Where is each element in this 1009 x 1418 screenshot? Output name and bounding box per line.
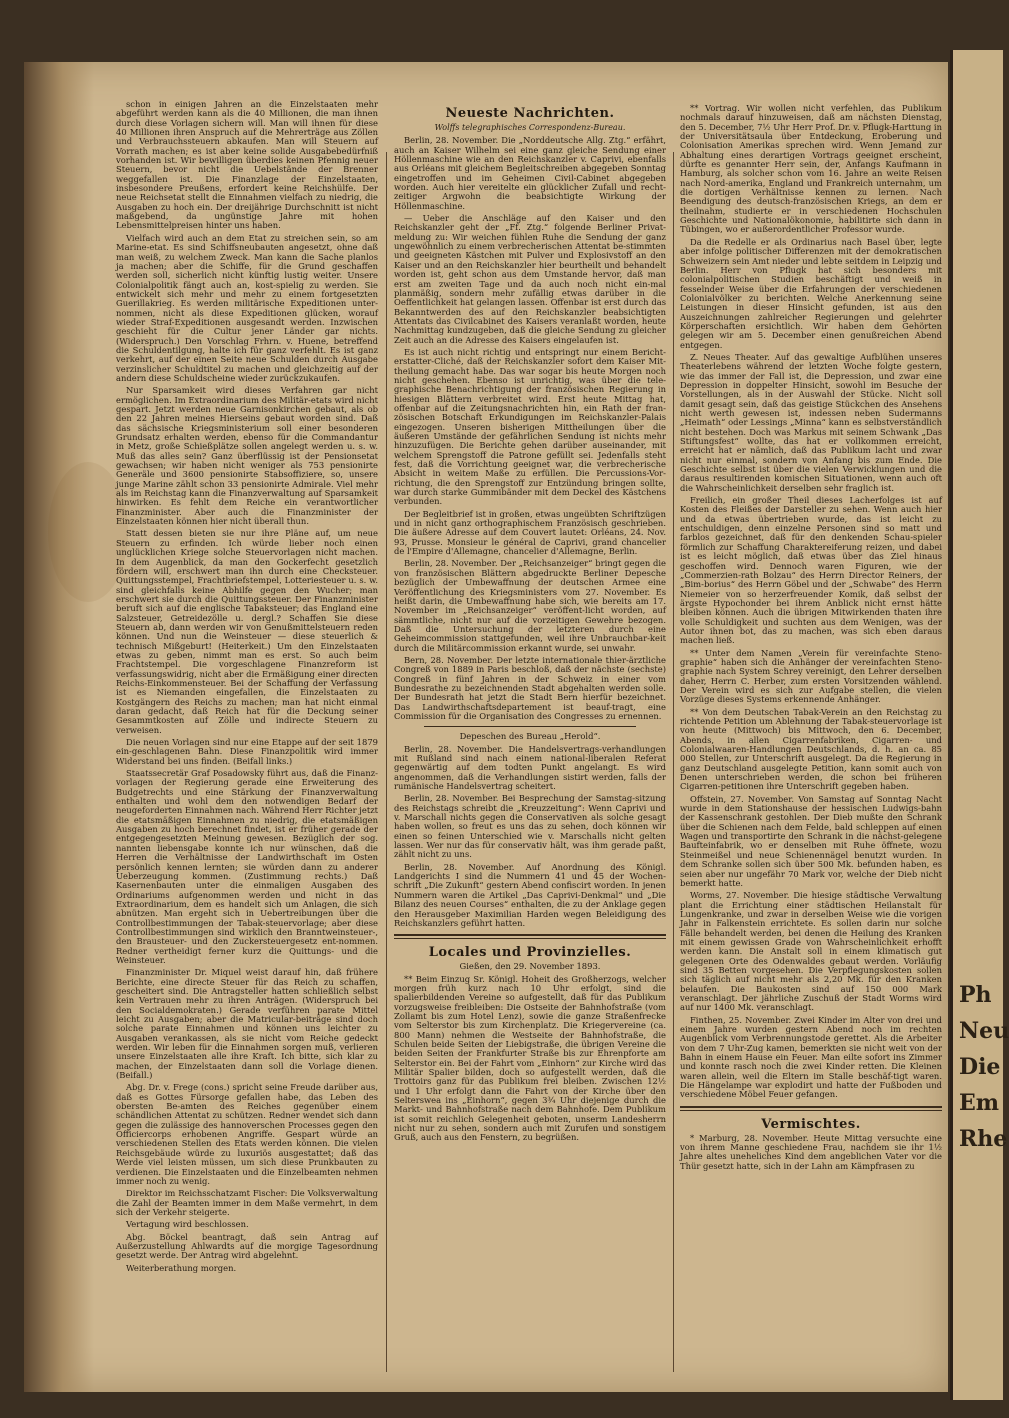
adjacent-page-fragment: Rhe (959, 1126, 1008, 1152)
dateline: Gießen, den 29. November 1893. (459, 961, 601, 972)
book-gutter (24, 62, 94, 1392)
adjacent-page-fragment: Die (959, 1054, 1001, 1080)
paragraph: Vertagung wird beschlossen. (126, 1219, 249, 1230)
paragraph: ** Unter dem Namen „Verein für vereinfachte Steno-graphie“ haben sich die Anhänger der vereinfachten Steno-graphie nach System Schrey vereinigt, den Lehrer derselben daher, Herrn C. Herber, zum ersten Vorsitzenden wählend. Der Verein wird es sich zur Aufgabe stellen, die vielen Vorzüge dieses Systems erkennende Anhänger. (680, 647, 942, 705)
section-heading-locales: Locales und Provinzielles. (428, 945, 632, 961)
paragraph: Der Begleitbrief ist in großen, etwas ungeübten Schriftzügen und in nicht ganz orthographischem Französisch geschrieben. Die äußere Adresse auf dem Couvert lautet: Orléans, 24. Nov. 93, Prusse. Monsieur le général de Caprivi, grand chancelier de l'Empire d'Allemagne, chancelier d'Allemagne, Berlin. (394, 508, 666, 557)
paragraph: Direktor im Reichsschatzamt Fischer: Die Volksverwaltung die Zahl der Beamten immer in dem Maße vermehrt, in dem sich der Verkehr steigerte. (116, 1188, 378, 1217)
paragraph: ** Vortrag. Wir wollen nicht verfehlen, das Publikum nochmals darauf hinzuweisen, daß am nächsten Dienstag, den 5. December, 7½ Uhr Herr Prof. Dr. v. Pflugk-Harttung in der Universitätsaula über Entdeckung, Eroberung und Colonisation Amerikas sprechen wird. Wenn Jemand zur Abhaltung eines derartigen Vortrags geeignet erscheint, dürfte es genannter Herr sein, der, Anfangs Kaufmann in Hamburg, als solcher schon vom 16. Jahre an weite Reisen nach Nord-amerika, England und Frankreich unternahm, um die dortigen Verhältnisse kennen zu lernen. Nach Beendigung des deutsch-französischen Kriegs, an dem er theilnahm, studierte er in verschiedenen Hochschulen Geschichte und Nationalökonomie, habilitirte sich dann in Tübingen, wo er außerordentlicher Professor wurde. (680, 103, 942, 235)
section-heading-neueste-nachrichten: Neueste Nachrichten. (445, 106, 615, 121)
paragraph: Es ist auch nicht richtig und entspringt nur einem Bericht-erstatter-Cliché, daß der Reichskanzler sofort dem Kaiser Mit-theilung gemacht habe. Das war sogar bis heute Morgen noch nicht geschehen. Ebenso ist unrichtig, was über die tele-graphische Benachrichtigung der französischen Regierung in hiesigen Blättern verbreitet wird. Erst heute Mittag hat, offenbar auf die Zeitungsnachrichten hin, ein Rath der fran-zösischen Botschaft Erkundigungen im Reichskanzler-Palais eingezogen. Unseren bisherigen Mittheilungen über die äußeren Umstände der gefährlichen Sendung ist nichts mehr hinzuzufügen. Die Berichte gehen darüber auseinander, mit welchem Sprengstoff die Patrone gefüllt sei. Jedenfalls steht fest, daß die Vorrichtung geeignet war, die verbrecherische Absicht in weitem Maße zu erfüllen. Die Percussions-Vor-richtung, die den Sprengstoff zur Entzündung bringen sollte, war durch starke Gummibänder mit dem Deckel des Kästchens verbunden. (394, 346, 666, 507)
paragraph: Berlin, 28. November. Der „Reichsanzeiger“ bringt gegen die von französischen Blättern abgedruckte Berliner Depesche bezüglich der Umbewaffnung der deutschen Armee eine Veröffentlichung des Kriegsministers vom 27. November. Es heißt darin, die Umbewaffnung habe sich, wie bereits am 17. November im „Reichsanzeiger“ veröffent-licht worden, auf sämmtliche, nicht nur auf die vorzeitigen Gewehre bezogen. Daß die Untersuchung der letzteren durch eine Geheimcommission stattgefunden, weil ihre Unbrauchbar-keit durch die Militärcommission erkannt wurde, sei unwahr. (394, 558, 666, 653)
paragraph: — Ueber die Anschläge auf den Kaiser und den Reichskanzler geht der „Ff. Ztg.“ folgende Berliner Privat-meldung zu: Wir weichen fühlen Ruhe die Sendung der ganz ungewöhnlich zu einem verbrecherischen Attentat be-stimmten und geeigneten Kästchen mit Pulver und Explosivstoff an den Kaiser und an den Reichskanzler hier beurtheilt und behandelt worden ist, geht schon aus dem Umstande hervor, daß man erst am zweiten Tage und da auch noch nicht ein-mal planmäßig, sondern mehr zufällig etwas darüber in die Oeffentlichkeit hat gelangen lassen. Offenbar ist erst durch das Bekanntwerden des auf den Reichskanzler beabsichtigten Attentats das Civilcabinet des Kaisers veranlaßt worden, heute Nachmittag kundzugeben, daß die gleiche Sendung zu gleicher Zeit auch an die Adresse des Kaisers eingelaufen ist. (394, 213, 666, 345)
section-divider (680, 1106, 942, 1111)
newspaper-page (28, 62, 948, 1392)
column-reichstag-debate (116, 100, 378, 1370)
paragraph: Nur Sparsamkeit wird dieses Verfahren gar nicht ermöglichen. Im Extraordinarium des Militär-etats wird nicht gespart. Jetzt werden neue Garnisonkirchen gebaut, als ob den 22 Jahren meines Hierseins gebaut worden sind. Daß das sächsische Kriegsministerium soll einer besonderen Grundsatz erhalten werden, ebenso für die Commandantur in Metz, große Schießplätze sollen angelegt werden u. s. w. Muß das alles sein? Ganz überflüssig ist der Pensionsetat gewachsen; wir haben nicht weniger als 753 pensionirte Generäle und 3600 pensionirte Stabsoffiziere, so, unsere junge Marine zählt schon 33 pensionirte Admirale. Viel mehr als im Reichstag kann die Finanzverwaltung auf Sparsamkeit hinwirken. Es fehlt dem Reiche ein verantwortlicher Finanzminister. Aber auch die Finanzminister der Einzelstaaten können hier nicht überall thun. (116, 385, 378, 527)
paragraph: Vielfach wird auch an dem Etat zu streichen sein, so am Marine-etat. Es sind Schiffsneubauten angesetzt, ohne daß man weiß, zu welchem Zweck. Man kann die Sache planlos ja machen; aber die Schiffe, für die Grund geschaffen werden soll, sicherlich nicht künftig lustig weiter. Unsere Colonialpolitik fängt auch an, kost-spielig zu werden. Sie entwickelt sich mehr und mehr zu einem fortgesetzten Guerillakrieg. Es werden militärische Expeditionen unter-nommen, nicht als diese Expeditionen glücken, worauf wieder Straf-Expeditionen ausgesandt werden. Inzwischen geschieht für die Cultur jener Länder gar nichts. (Widerspruch.) Den Vorschlag Frhrn. v. Huene, betreffend die Schuldentilgung, halte ich für ganz verfehlt. Es ist ganz verkehrt, auf der einen Seite neue Schulden durch Ausgabe verzinslicher Schuldtitel zu machen und gleichzeitig auf der andern diese Schuldscheine wieder zurückzukaufen. (116, 232, 378, 383)
section-divider (394, 934, 666, 939)
paragraph: Berlin, 28. November. Auf Anordnung des Königl. Landgerichts I sind die Nummern 41 und 45 der Wochen-schrift „Die Zukunft“ gestern Abend confiscirt worden. In jenen Nummern waren die Artikel „Das Caprivi-Denkmal“ und „Die Bilanz des neuen Courses“ enthalten, die zu der Anklage gegen den Herausgeber Maximilian Harden wegen Beleidigung des Reichskanzlers geführt hatten. (394, 861, 666, 928)
adjacent-page-fragment: Neu (959, 1018, 1009, 1044)
section-divider (424, 726, 636, 727)
column-rule (673, 152, 674, 1372)
paragraph: Abg. Böckel beantragt, daß sein Antrag auf Außerzustellung Ahlwardts auf die morgige Tagesordnung gesetzt werde. Der Antrag wird abgelehnt. (116, 1231, 378, 1261)
paragraph: Worms, 27. November. Die hiesige städtische Verwaltung plant die Errichtung einer städtischen Heilanstalt für Lungenkranke, und zwar in derselben Weise wie die vorigen Jahr in Falkenstein errichtete. Es sollen darin nur solche Fälle behandelt werden, bei denen die Heilung des Kranken mit einem gewissen Grade von Wahrscheinlichkeit erhofft werden kann. Die Anstalt soll in einem klimatisch gut gelegenen Orte des Odenwaldes gebaut werden. Vorläufig sind 35 Betten vorgesehen. Die Verpflegungskosten sollen sich täglich auf nicht mehr als 2,20 Mk. für den Kranken belaufen. Die Baukosten sind auf 150 000 Mark veranschlagt. Der jährliche Zuschuß der Stadt Worms wird auf nur 1400 Mk. veranschlagt. (680, 890, 942, 1013)
paragraph: Berlin, 28. November. Die Handelsvertrags-verhandlungen mit Rußland sind nach einem national-liberalen Referat gegenwärtig auf dem todten Punkt angelangt. Es wird angenommen, daß die Verhandlungen sistirt werden, falls der rumänische Handelsvertrag scheitert. (394, 743, 666, 792)
paragraph: * Marburg, 28. November. Heute Mittag versuchte eine von ihrem Manne geschiedene Frau, nachdem sie ihr 1½ Jahre altes uneheliches Kind dem angeblichen Vater vor die Thür gesetzt hatte, sich in der Lahn am Kämpfrasen zu (680, 1132, 942, 1171)
adjacent-page-edge (950, 50, 1009, 1400)
paragraph: Staatssecretär Graf Posadowsky führt aus, daß die Finanz-vorlagen der Regierung gerade eine Erweiterung des Budgetrechts und eine Stärkung der Finanzverwaltung enthalten und wohl dem den notwendigen Bedarf der neugeforderten Einnahmen nach. Während Herr Richter jetzt die etatsmäßigen Einnahmen zu niedrig, die etatsmäßigen Ausgaben zu hoch berechnet findet, ist er früher gerade der entgegengesetzten Meinung gewesen. Bezüglich der sog. nannten liebensgabe konnte ich nur wünschen, daß die Herren die Verhältnisse der Landwirthschaft im Osten persönlich kennen lernten; sie würden dann zu anderer Ueberzeugung kommen. (Zustimmung rechts.) Daß Kasernenbauten unter die einmaligen Ausgaben des Ordinariums aufgenommen werden und nicht in das Extraordinarium, dem es handelt sich um Anlagen, die sich abnützen. Man ergeht sich in Uebertreibungen über die Controllbestimmungen der Tabak-steuervorlage; aber diese Controllbestimmungen sind wirklich den Branntweinsteuer-, den Brausteuer- und den Zuckersteuergesetz ent-nommen. Redner vertheidigt ferner kurz die Quittungs- und die Weinsteuer. (116, 768, 378, 965)
section-heading-vermischtes: Vermischtes. (761, 1116, 861, 1132)
paragraph: Z. Neues Theater. Auf das gewaltige Aufblühen unseres Theaterlebens während der letzten Woche folgte gestern, wie das immer der Fall ist, die Depression, und zwar eine Depression in doppelter Hinsicht, sowohl im Besuche der Vorstellungen, als in der Auswahl der Stücke. Nicht soll damit gesagt sein, daß das geistige Stückchen des Ansehens nicht werth gewesen ist, indessen neben Sudermanns „Heimath“ oder Lessings „Minna“ kann es selbstverständlich nicht bestehen. Doch was Markus mit seinem Schwank „Das Stiftungsfest“ wollte, das hat er vollkommen erreicht, erreicht hat er nämlich, daß das Publikum lacht und zwar nicht nur einmal, sondern von Anfang bis zum Ende. Die Geschichte selbst ist über die vielen Verwicklungen und die daraus resultirenden komischen Situationen, wenn auch oft die Wahrscheinlichkeit derselben sehr fraglich ist. (680, 351, 942, 493)
section-subheading: Wolffs telegraphisches Correspondenz-Bureau. (434, 123, 626, 132)
paragraph: Finanzminister Dr. Miquel weist darauf hin, daß frühere Berichte, eine directe Steuer für das Reich zu schaffen, gescheitert sind. Die Antragsteller hatten schließlich selbst kein Vertrauen mehr zu ihren Anträgen. (Widerspruch bei den Socialdemokraten.) Gerade verführen parate Mittel leicht zu Ausgaben; aber die Matricular-beiträge sind doch solche parate Einnahmen und können uns leichter zu Ausgaben verankassen, als sie nicht vom Reiche gedeckt werden. Wir leben für die Einnahmen sorgen muß, verlieren unsere Einzelstaaten alle ihre Kraft. Ich bitte, sich klar zu machen, der Einzelstaaten dann soll die Vorlage dienen. (Beifall.) (116, 967, 378, 1081)
paragraph: ** Von dem Deutschen Tabak-Verein an den Reichstag zu richtende Petition um Ablehnung der Tabak-steuervorlage ist von heute (Mittwoch) bis Mittwoch, den 6. December, Abends, in allen Cigarrenfabriken, Cigarren- und Colonialwaaren-Handlungen Deutschlands, d. h. an ca. 85 000 Stellen, zur Unterschrift ausgelegt. Da die Regierung in ganz Deutschland ausgelegte Petition, kann somit auch von Denen unterschrieben werden, die schon bei früheren Cigarren-petitionen ihre Unterschrift gegeben haben. (680, 706, 942, 792)
paragraph: Berlin, 28. November. Bei Besprechung der Samstag-sitzung des Reichstags schreibt die „Kreuzzeitung“: Wenn Caprivi und v. Marschall nichts gegen die Conservativen als solche gesagt haben wollen, so freut es uns das zu sehen, doch können wir einen so feinen Unterschied wie v. Marschalls nicht gelten lassen. Wer nur das für conservativ hält, was ihm gerade paßt, zählt nicht zu uns. (394, 793, 666, 860)
paragraph: Freilich, ein großer Theil dieses Lacherfolges ist auf Kosten des Fleißes der Darsteller zu sehen. Wenn auch hier und da etwas übertrieben wurde, das ist leicht zu entschuldigen, denn einzelne Personen sind so matt und farblos gezeichnet, daß für den denkenden Schau-spieler förmlich zur Schaffung Charaktereiferung reizen, und dabei ist es leicht möglich, daß etwas über das Ziel hinaus geschoffen wird. Dennoch waren Figuren, wie der „Commerzien-rath Bolzau“ des Herrn Director Reiners, der „Bim-borius“ des Herrn Göbel und der „Schwabe“ des Herrn Niemeier von so herzerfreuender Komik, daß selbst der ärgste Hypochonder bei ihrem Anblick nicht ernst hätte bleiben können. Auch die übrigen Mitwirkenden thaten ihre volle Schuldigkeit und suchten aus dem Wenigen, was der Autor ihnen bot, das zu machen, was sich eben daraus machen ließ. (680, 495, 942, 646)
paragraph: Statt dessen bieten sie nur ihre Pläne auf, um neue Steuern zu erfinden. Ich würde lieber noch einen unglücklichen Kriege solche Steuervorlagen nicht machen. In dem Augenblick, da man den Gockerfecht gesetzlich fördern will, erschwert man ihn durch eine Checksteuer. Quittungsstempel, Frachtbriefstempel, Lotteriesteuer u. s. w. sind gleichfalls keine Abhilfe gegen den Wucher; man erschwert sie durch die Quittungssteuer. Der Finanzminister beruft sich auf die englische Tabaksteuer; das England eine Salzsteuer, Getreidezölle u. dergl.? Schaffen Sie diese Steuern ab, dann werden wir von Genußmittelsteuern reden können. Und nun die Weinsteuer — diese steuerlich & technisch Mißgeburt! (Heiterkeit.) Um den Einzelstaaten etwas zu geben, nimmt man es erst. So auch beim Frachtstempel. Die vorgeschlagene Finanzreform ist verfassungswidrig, nicht aber die Ermäßigung einer directen Reichs-Einkommensteuer. Bei der Schaffung der Verfassung ist es Niemanden eingefallen, die Einzelstaaten zu Kostgängern des Reichs zu machen; man hat nicht einmal daran gedacht, daß Reich hat für die Deckung seiner Gesammtkosten auf Zölle und indirecte Steuern zu verweisen. (116, 528, 378, 735)
paragraph: Die neuen Vorlagen sind nur eine Etappe auf der seit 1879 ein-geschlagenen Bahn. Diese Finanzpolitik wird immer Widerstand bei uns finden. (Beifall links.) (116, 737, 378, 766)
paragraph: Berlin, 28. November. Die „Norddeutsche Allg. Ztg.“ erfährt, auch an Kaiser Wilhelm sei eine ganz gleiche Sendung einer Höllenmaschine wie an den Reichskanzler v. Caprivi, ebenfalls aus Orléans mit gleichem Begleitschreiben abgegeben Sonntag eingetroffen und im Geheimen Civil-Cabinet abgegeben worden. Auch hier vereitelte ein glücklicher Zufall und recht-zeitiger Argwohn die beabsichtigte Wirkung der Höllenmaschine. (394, 135, 666, 211)
paragraph: schon in einigen Jahren an die Einzelstaaten mehr abgeführt werden kann als die 40 Millionen, die man ihnen durch diese Vorlagen sichern will. Man will ihnen für diese 40 Millionen ihren Anspruch auf die Mehrerträge aus Zöllen und Verbrauchssteuern abkaufen. Man will Steuern auf Vorrath machen; es ist aber keine solide Ausgabebedürfniß vorhanden ist. Wir bewilligen überdies keinen Pfennig neuer Steuern, bevor nicht die Uebelstände der Brenner weggefallen ist. Die Finanzlage der Einzelstaaten, insbesondere Preußens, erfordert keine Reichshülfe. Der neue Reichsetat stellt die Einnahmen vielfach zu niedrig, die Ausgaben zu hoch ein. Der dreijährige Durchschnitt ist nicht maßgebend, da ungünstige Jahre mit hohen Lebensmittelpreisen hinter uns haben. (116, 99, 378, 231)
adjacent-page-fragment: Ph (959, 982, 992, 1008)
paragraph: ** Beim Einzug Sr. Königl. Hoheit des Großherzogs, welcher morgen früh kurz nach 10 Uhr erfolgt, sind die spalierbildenden Vereine so aufgestellt, daß für das Publikum vorzugsweise freibleiben: Die Ostseite der Bahnhofstraße (vom Zollamt bis zum Hotel Lenz), sowie die ganze Straßenfrecke vom Selterstor bis zum Kirchenplatz. Die Kriegervereine (ca. 800 Mann) nehmen die Westseite der Bahnhofstraße, die Schulen beide Seiten der Liebigstraße, die übrigen Vereine die beiden Seiten der Frankfurter Straße bis zur Ehrenpforte am Selterstor ein. Bei der Fahrt vom „Einhorn“ zur Kirche wird das Militär Spalier bilden, doch so aufgestellt werden, daß die Trottoirs ganz für das Publikum frei bleiben. Zwischen 12½ und 1 Uhr erfolgt dann die Fahrt von der Kirche über den Selterswea ins „Einhorn“, gegen 3¾ Uhr diejenige durch die Markt- und Bahnhofstraße nach dem Bahnhofe. Dem Publikum ist somit reichlich Gelegenheit geboten, unserm Landesherrn nicht nur zu sehen, sondern auch mit Zurufen und sonstigem Gruß, auch aus den Fenstern, zu begrüßen. (394, 973, 666, 1143)
column-rule (386, 152, 387, 1372)
adjacent-page-fragment: Em (959, 1090, 1000, 1116)
paragraph: Weiterberathung morgen. (126, 1262, 237, 1273)
column-news (394, 102, 666, 1392)
paragraph: Abg. Dr. v. Frege (cons.) spricht seine Freude darüber aus, daß es Gottes Fürsorge gefallen habe, das Leben des obersten Be-amten des Reiches gegenüber einem schändlichen Attentat zu schützen. Redner wendet sich dann gegen die zulässige des hannoverschen Processes gegen den Officiercorps erhobenen Angriffe. Gespart würde an verschiedenen Stellen des Etats werden können. Die vielen Reichsgebäude würde zu luxuriös ausgestattet; daß das Werde viel leisten müssen, um sich diese Prunkbauten zu verdienen. Die Einzelstaaten und die Einzelbeamten nehmen immer noch zu wenig. (116, 1082, 378, 1186)
paragraph: Offstein, 27. November. Von Samstag auf Sonntag Nacht wurde in dem Stationshause der hessischen Ludwigs-bahn der Kassenschrank gestohlen. Der Dieb mußte den Schrank über die Schienen nach dem Felde, bald schleppen auf einen Wagen und transportirte den Schrank in die nächst-gelegene Baufteinfabrik, wo er denselben mit Ruhe öffnete, wozu Steinmeißel und neue Schienennägel benutzt wurden. In dem Schranke sollen sich über 500 Mk. befunden haben, es seien aber nur ungefähr 70 Mark vor, welche der Dieb nicht bemerkt hatte. (680, 793, 942, 888)
column-local-news (680, 104, 942, 1394)
paragraph: Finthen, 25. November. Zwei Kinder im Alter von drei und einem Jahre wurden gestern Abend noch im rechten Augenblick vom Verbrennungstode gerettet. Als die Arbeiter von dem 7 Uhr-Zug kamen, bemerkten sie nicht weit von der Bahn in einem Hause ein Feuer. Man eilte sofort ins Zimmer und konnte rasch noch die zwei Kinder retten. Die Kleinen waren allein, weil die Eltern im Stalle beschäf-tigt waren. Die Hängelampe war explodirt und hatte der Fußboden und verschiedene Möbel Feuer gefangen. (680, 1014, 942, 1100)
paragraph: Da die Redelle er als Ordinarius nach Basel über, legte aber infolge politischer Differenzen mit der demokratischen Schweizern sein Amt nieder und lebte seitdem in Leipzig und Berlin. Herr von Pflugk hat sich besonders mit colonialpolitischen Studien beschäftigt und weiß in fesselnder Weise über die Erfahrungen der verschiedenen Colonialvölker zu berichten. Welche Anerkennung seine Leistungen in dieser Hinsicht gefunden, ist aus den Auszeichnungen zahlreicher Regierungen und gelehrter Körperschaften ersichtlich. Wir haben dem Gehörten gelegen wir am 5. December einen genußreichen Abend entgegen. (680, 236, 942, 350)
subsection-heading-herold: Depeschen des Bureau „Herold“. (459, 731, 601, 742)
paragraph: Bern, 28. November. Der letzte internationale thier-ärztliche Congreß von 1889 in Paris beschloß, daß der nächste (sechste) Congreß in fünf Jahren in der Schweiz in einer vom Bundesrathe zu bezeichnenden Stadt abgehalten werden solle. Der Bundesrath hat jetzt die Stadt Bern hierfür bezeichnet. Das Landwirthschaftsdepartement ist beauf-tragt, eine Commission für die Organisation des Congresses zu ernennen. (394, 654, 666, 721)
